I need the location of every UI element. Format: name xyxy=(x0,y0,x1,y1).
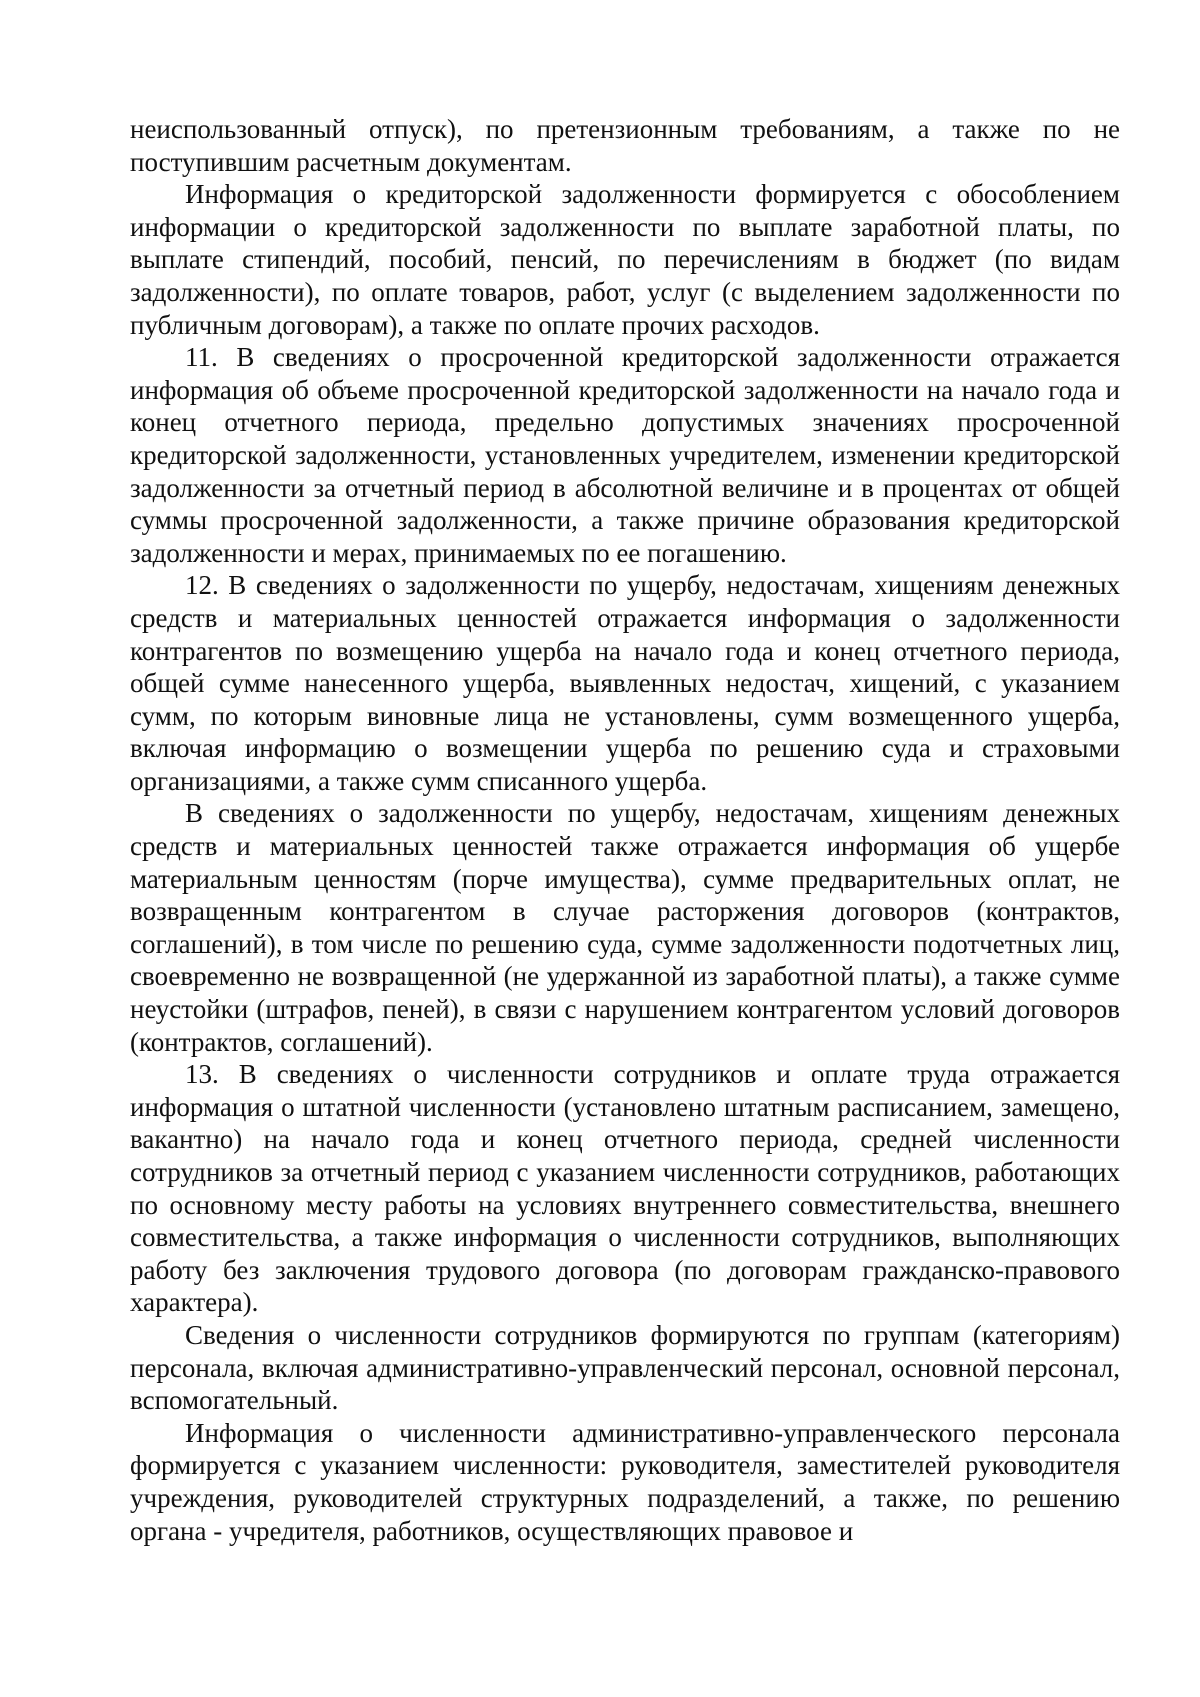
paragraph-creditor-info: Информация о кредиторской задолженности формируется с обособлением информации о кредиторской задолженности по выплате заработной платы, по выплате стипендий, пособий, пенсий, по перечислениям в бюджет (по видам задолженности), по оплате товаров, работ, услуг (с выделением задолженности по публичным договорам), а также по оплате прочих расходов. xyxy=(130,179,1120,340)
paragraph-item-11: 11. В сведениях о просроченной кредиторской задолженности отражается информация об объеме просроченной кредиторской задолженности на начало года и конец отчетного периода, предельно допустимых значениях просроченной кредиторской задолженности, установленных учредителем, изменении кредиторской задолженности за отчетный период в абсолютной величине и в процентах от общей суммы просроченной задолженности, а также причине образования кредиторской задолженности и мерах, принимаемых по ее погашению. xyxy=(130,342,1120,568)
paragraph-damage-info: В сведениях о задолженности по ущербу, недостачам, хищениям денежных средств и материальных ценностей также отражается информация об ущербе материальным ценностям (порче имущества), сумме предварительных оплат, не возвращенным контрагентом в случае расторжения договоров (контрактов, соглашений), в том числе по решению суда, сумме задолженности подотчетных лиц, своевременно не возвращенной (не удержанной из заработной платы), а также сумме неустойки (штрафов, пеней), в связи с нарушением контрагентом условий договоров (контрактов, соглашений). xyxy=(130,798,1120,1057)
document-text-body xyxy=(130,113,1120,1547)
paragraph-item-13: 13. В сведениях о численности сотрудников и оплате труда отражается информация о штатной численности (установлено штатным расписанием, замещено, вакантно) на начало года и конец отчетного периода, средней численности сотрудников за отчетный период с указанием численности сотрудников, работающих по основному месту работы на условиях внутреннего совместительства, внешнего совместительства, а также информация о численности сотрудников, выполняющих работу без заключения трудового договора (по договорам гражданско-правового характера). xyxy=(130,1059,1120,1318)
paragraph-staff-groups: Сведения о численности сотрудников формируются по группам (категориям) персонала, включая административно-управленческий персонал, основной персонал, вспомогательный. xyxy=(130,1319,1120,1416)
paragraph-item-12: 12. В сведениях о задолженности по ущербу, недостачам, хищениям денежных средств и материальных ценностей отражается информация о задолженности контрагентов по возмещению ущерба на начало года и конец отчетного периода, общей сумме нанесенного ущерба, выявленных недостач, хищений, с указанием сумм, по которым виновные лица не установлены, сумм возмещенного ущерба, включая информацию о возмещении ущерба по решению суда и страховыми организациями, а также сумм списанного ущерба. xyxy=(130,570,1120,796)
paragraph-admin-staff: Информация о численности административно-управленческого персонала формируется с указанием численности: руководителя, заместителей руководителя учреждения, руководителей структурных подразделений, а также, по решению органа - учредителя, работников, осуществляющих правовое и xyxy=(130,1417,1120,1546)
paragraph-continuation: неиспользованный отпуск), по претензионным требованиям, а также по не поступившим расчетным документам. xyxy=(130,114,1120,177)
